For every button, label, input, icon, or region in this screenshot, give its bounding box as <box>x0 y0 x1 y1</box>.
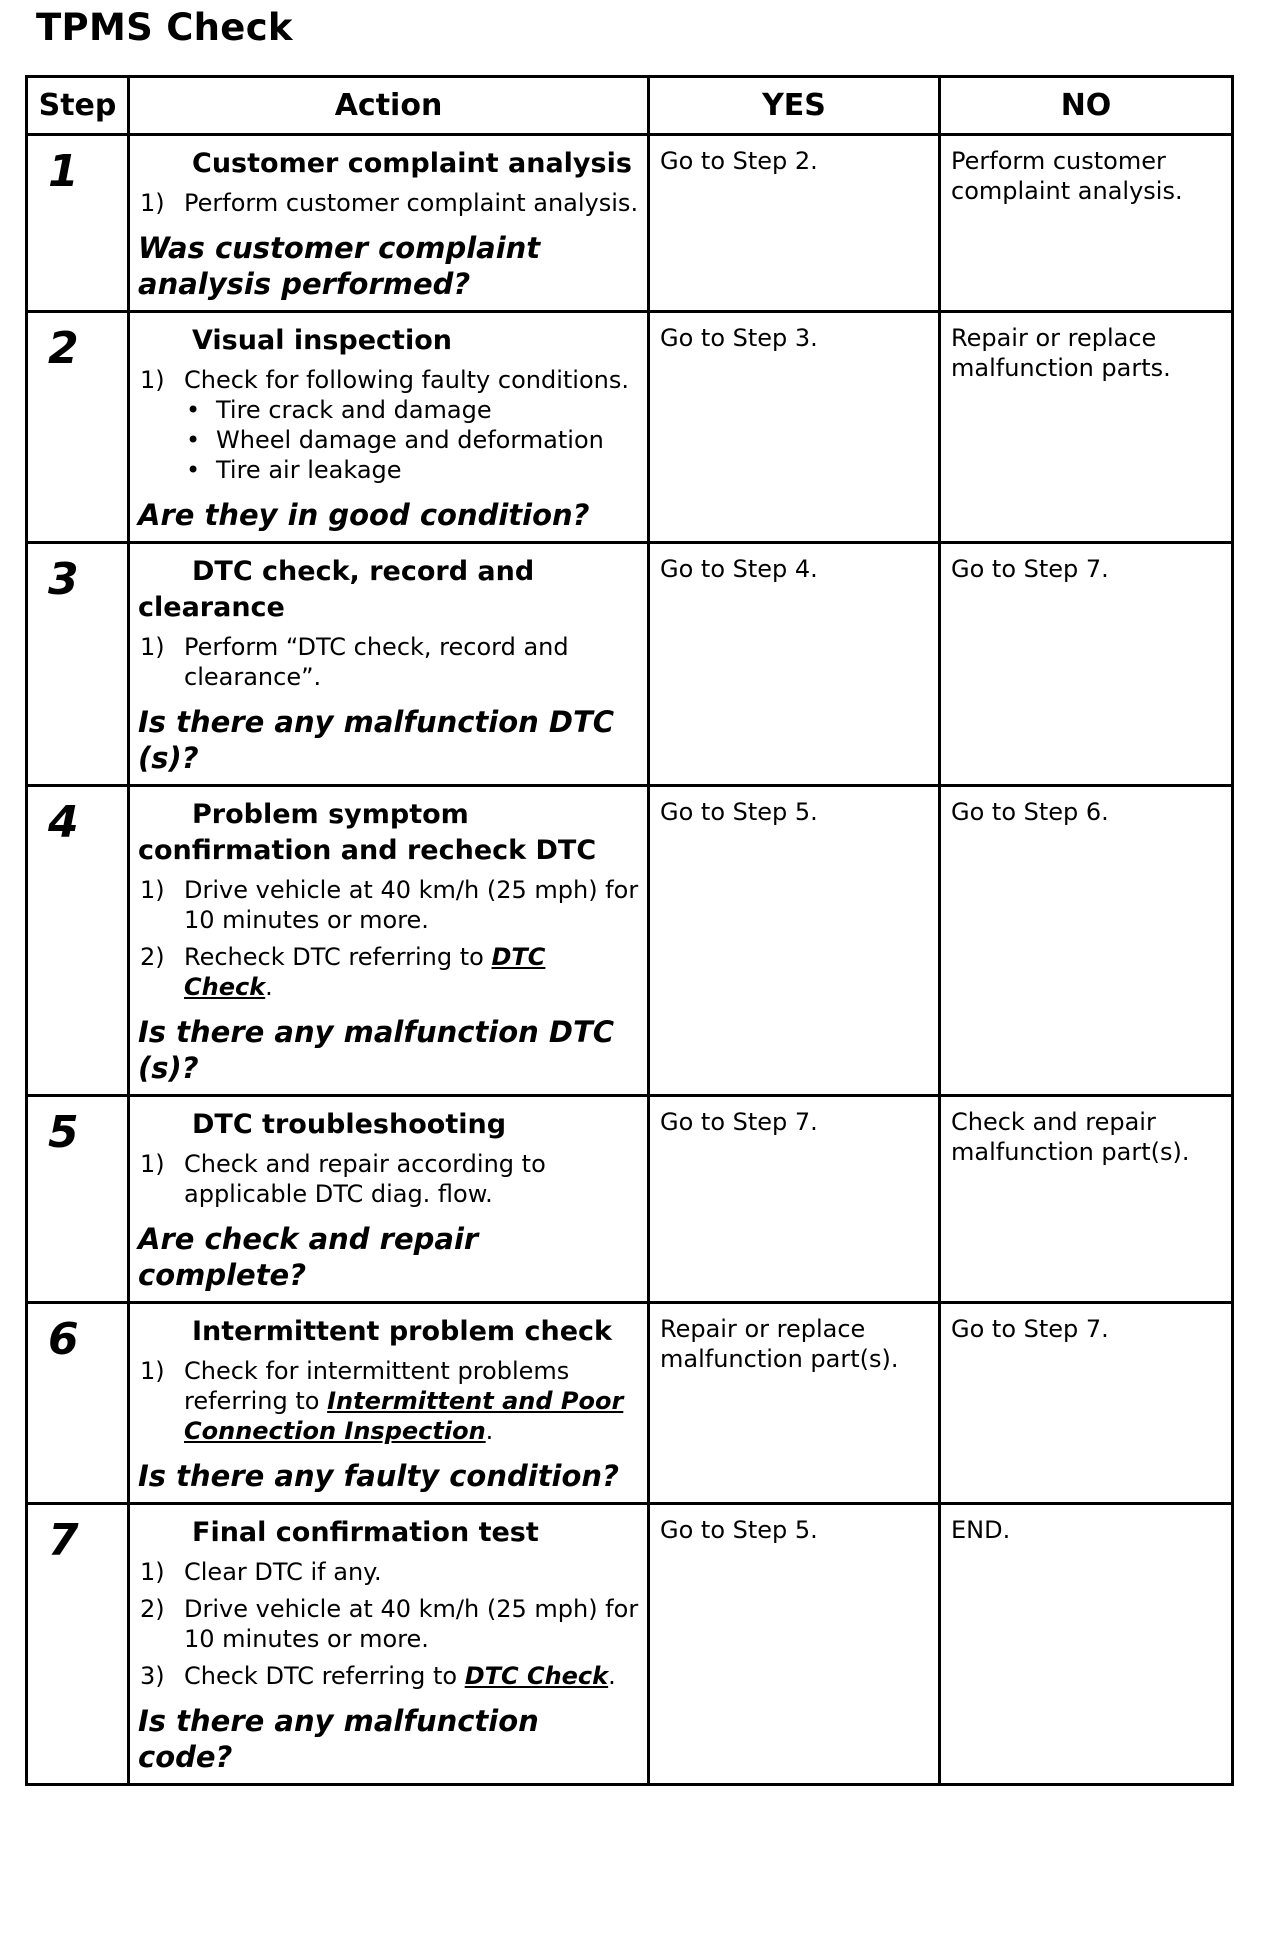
step-cell <box>27 1096 129 1303</box>
step-item-text: Check DTC referring to <box>184 1662 465 1690</box>
no-cell <box>940 135 1233 312</box>
no-cell <box>940 312 1233 543</box>
action-heading: Problem symptom confirmation and recheck DTC <box>138 799 597 866</box>
step-item-text-end: . <box>608 1662 616 1690</box>
table-row <box>27 1504 1233 1785</box>
table-row <box>27 312 1233 543</box>
action-header: Action <box>129 77 649 135</box>
no-result: Go to Step 6. <box>951 798 1109 826</box>
yes-cell <box>649 312 940 543</box>
no-header: NO <box>940 77 1233 135</box>
action-cell <box>129 312 649 543</box>
step-item-text: Recheck DTC referring to <box>184 943 492 971</box>
action-heading: Final confirmation test <box>192 1517 539 1548</box>
table-row <box>27 786 1233 1096</box>
step-item-text: Perform customer complaint analysis. <box>184 189 639 217</box>
bullet-text: Tire crack and damage <box>216 396 492 424</box>
header-row <box>27 77 1233 135</box>
step-cell <box>27 543 129 786</box>
step-number: 1 <box>48 146 79 197</box>
bullet-text: Tire air leakage <box>216 456 402 484</box>
step-header: Step <box>27 77 129 135</box>
step-item-number: 2) <box>140 1595 165 1623</box>
yes-cell <box>649 1303 940 1504</box>
action-step-item <box>138 632 639 692</box>
step-question: Is there any malfunction DTC (s)? <box>138 1015 615 1085</box>
action-cell <box>129 135 649 312</box>
yes-result: Go to Step 5. <box>660 1516 818 1544</box>
step-item-number: 1) <box>140 876 165 904</box>
step-question: Is there any malfunction DTC (s)? <box>138 705 615 775</box>
step-number: 2 <box>48 323 79 374</box>
reference-link[interactable]: Intermittent and Poor Connection Inspection <box>184 1387 624 1445</box>
action-cell <box>129 1504 649 1785</box>
step-item-text: Check for intermittent problems referring to <box>184 1357 570 1415</box>
action-steps-list <box>138 188 639 218</box>
condition-bullet-item <box>184 425 639 455</box>
step-number: 7 <box>48 1515 79 1566</box>
no-result: Perform customer complaint analysis. <box>951 147 1183 205</box>
no-result: Go to Step 7. <box>951 555 1109 583</box>
action-steps-list <box>138 875 639 1002</box>
table-row <box>27 1096 1233 1303</box>
action-step-item <box>138 1661 639 1691</box>
action-step-item <box>138 365 639 485</box>
step-item-text-end: . <box>265 973 273 1001</box>
step-cell <box>27 1504 129 1785</box>
action-steps-list <box>138 1149 639 1209</box>
table-row <box>27 135 1233 312</box>
action-cell <box>129 1096 649 1303</box>
action-heading: Visual inspection <box>192 325 452 356</box>
no-cell <box>940 786 1233 1096</box>
step-item-number: 1) <box>140 1150 165 1178</box>
step-item-number: 1) <box>140 1357 165 1385</box>
action-step-item <box>138 188 639 218</box>
no-cell <box>940 543 1233 786</box>
step-question: Is there any faulty condition? <box>138 1459 619 1493</box>
action-steps-list <box>138 365 639 485</box>
action-heading: DTC check, record and clearance <box>138 556 535 623</box>
yes-result: Go to Step 5. <box>660 798 818 826</box>
tpms-check-table <box>25 75 1234 1786</box>
action-step-item <box>138 875 639 935</box>
reference-link[interactable]: DTC Check <box>184 943 546 1001</box>
step-item-number: 3) <box>140 1662 165 1690</box>
step-item-text: Check and repair according to applicable DTC diag. flow. <box>184 1150 546 1208</box>
yes-header: YES <box>649 77 940 135</box>
action-step-item <box>138 1594 639 1654</box>
step-item-text: Check for following faulty conditions. <box>184 366 629 394</box>
action-steps-list <box>138 632 639 692</box>
action-cell <box>129 543 649 786</box>
step-item-text: Drive vehicle at 40 km/h (25 mph) for 10 minutes or more. <box>184 1595 639 1653</box>
yes-cell <box>649 543 940 786</box>
table-row <box>27 543 1233 786</box>
step-cell <box>27 786 129 1096</box>
reference-link[interactable]: DTC Check <box>464 1662 609 1690</box>
step-item-text: Clear DTC if any. <box>184 1558 382 1586</box>
action-step-item <box>138 1557 639 1587</box>
bullet-icon: • <box>186 456 201 484</box>
no-result: Repair or replace malfunction parts. <box>951 324 1171 382</box>
table-row <box>27 1303 1233 1504</box>
step-number: 3 <box>48 554 79 605</box>
bullet-icon: • <box>186 396 201 424</box>
step-question: Are check and repair complete? <box>138 1222 479 1292</box>
step-question: Was customer complaint analysis performed? <box>138 231 541 301</box>
no-cell <box>940 1504 1233 1785</box>
action-steps-list <box>138 1356 639 1446</box>
yes-cell <box>649 1504 940 1785</box>
condition-bullet-item <box>184 455 639 485</box>
page-title: TPMS Check <box>36 6 293 49</box>
no-result: Check and repair malfunction part(s). <box>951 1108 1190 1166</box>
action-heading: Customer complaint analysis <box>192 148 632 179</box>
bullet-icon: • <box>186 426 201 454</box>
step-item-number: 2) <box>140 943 165 971</box>
step-question: Is there any malfunction code? <box>138 1704 539 1774</box>
action-steps-list <box>138 1557 639 1691</box>
yes-result: Go to Step 2. <box>660 147 818 175</box>
step-item-number: 1) <box>140 366 165 394</box>
step-question: Are they in good condition? <box>138 498 590 532</box>
yes-result: Go to Step 7. <box>660 1108 818 1136</box>
no-cell <box>940 1096 1233 1303</box>
action-step-item <box>138 1149 639 1209</box>
step-number: 4 <box>48 797 79 848</box>
yes-result: Repair or replace malfunction part(s). <box>660 1315 899 1373</box>
step-cell <box>27 312 129 543</box>
step-item-number: 1) <box>140 633 165 661</box>
step-number: 5 <box>48 1107 79 1158</box>
step-item-text: Perform “DTC check, record and clearance”. <box>184 633 569 691</box>
step-cell <box>27 135 129 312</box>
condition-bullet-item <box>184 395 639 425</box>
bullet-text: Wheel damage and deformation <box>216 426 604 454</box>
yes-result: Go to Step 3. <box>660 324 818 352</box>
no-result: Go to Step 7. <box>951 1315 1109 1343</box>
action-heading: Intermittent problem check <box>192 1316 612 1347</box>
no-result: END. <box>951 1516 1011 1544</box>
action-cell <box>129 1303 649 1504</box>
yes-cell <box>649 135 940 312</box>
step-item-number: 1) <box>140 1558 165 1586</box>
no-cell <box>940 1303 1233 1504</box>
step-item-text-end: . <box>485 1417 494 1445</box>
action-cell <box>129 786 649 1096</box>
step-item-text: Drive vehicle at 40 km/h (25 mph) for 10 minutes or more. <box>184 876 639 934</box>
step-cell <box>27 1303 129 1504</box>
step-number: 6 <box>48 1314 79 1365</box>
yes-cell <box>649 1096 940 1303</box>
action-step-item <box>138 942 639 1002</box>
condition-bullet-list <box>184 395 639 485</box>
action-heading: DTC troubleshooting <box>192 1109 507 1140</box>
action-step-item <box>138 1356 639 1446</box>
step-item-number: 1) <box>140 189 165 217</box>
yes-result: Go to Step 4. <box>660 555 818 583</box>
yes-cell <box>649 786 940 1096</box>
